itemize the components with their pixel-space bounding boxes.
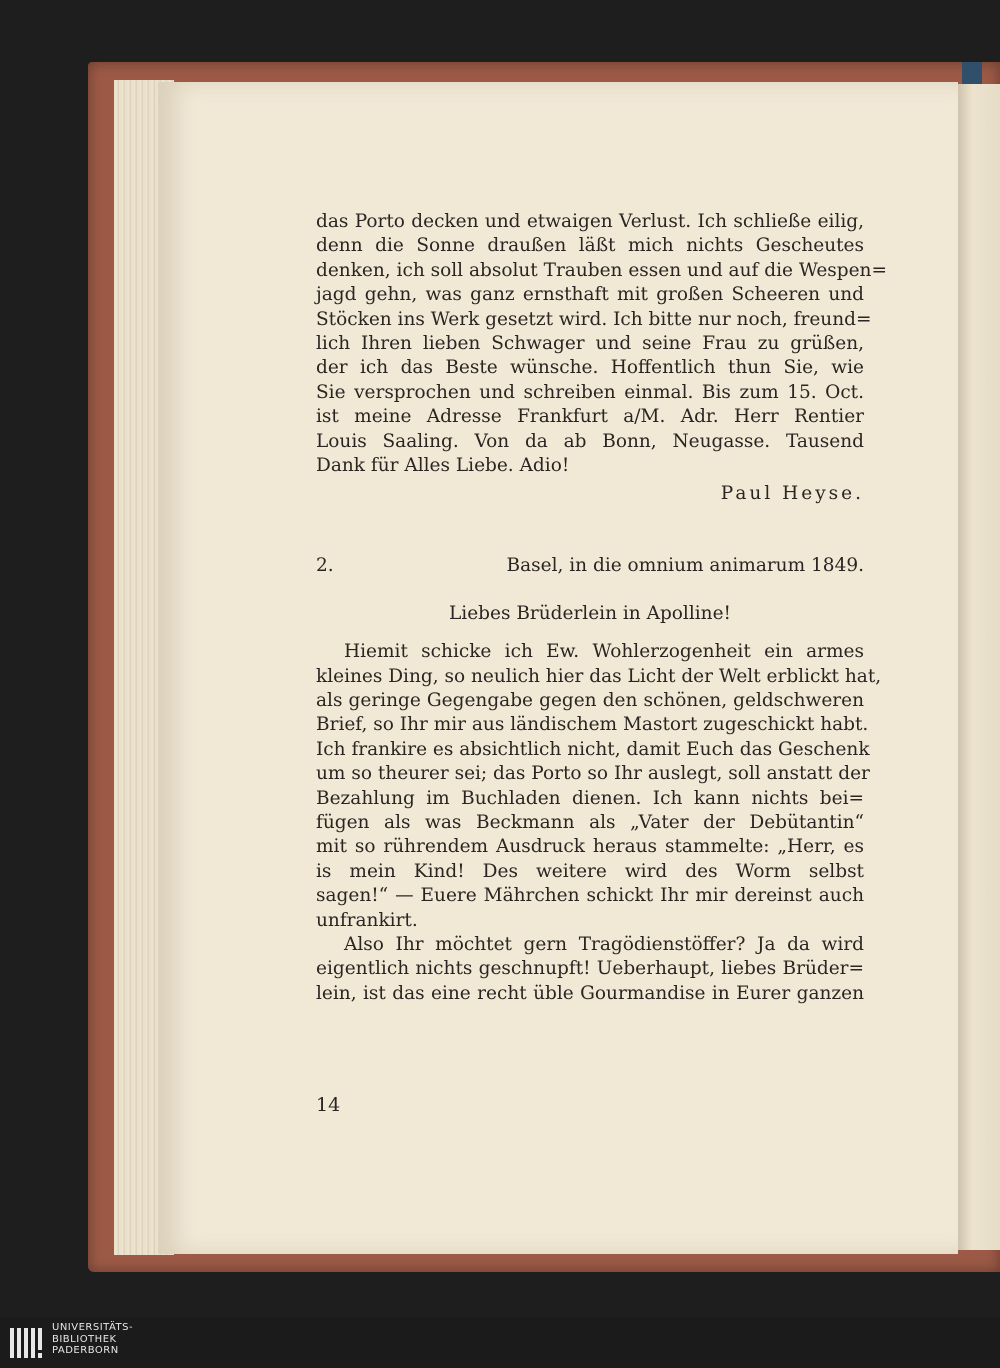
letter-heading [316, 554, 864, 580]
spacer [316, 508, 864, 554]
paragraph-1 [316, 640, 882, 933]
text-line: lein, ist das eine recht üble Gourmandise in Eurer ganzen [316, 982, 864, 1004]
text-line: Brief, so Ihr mir aus ländischem Mastort zugeschickt habt. [316, 714, 869, 736]
logo-line: BIBLIOTHEK [52, 1333, 117, 1345]
text-line: is mein Kind! Des weitere wird des Worm selbst [316, 860, 864, 882]
text-line: Stöcken ins Werk gesetzt wird. Ich bitte nur noch, freund= [316, 308, 872, 330]
letter-number: 2. [316, 555, 334, 577]
text-line: als geringe Gegengabe gegen den schönen, geldschweren [316, 690, 864, 712]
text-line: unfrankirt. [316, 909, 418, 931]
text-line: eigentlich nichts geschnupft! Ueberhaupt, liebes Brüder= [316, 958, 864, 980]
text-line: denn die Sonne draußen läßt mich nichts Gescheutes [316, 235, 864, 257]
letter-place-date: Basel, in die omnium animarum 1849. [506, 555, 864, 577]
text-line: sagen!“ — Euere Mährchen schickt Ihr mir dereinst auch [316, 885, 864, 907]
library-logo-text [52, 1322, 133, 1357]
text-line: Hiemit schicke ich Ew. Wohlerzogenheit ein armes [344, 641, 864, 663]
letter-1-ending [316, 210, 887, 508]
paragraph-2 [316, 933, 864, 1006]
facing-page-edge [958, 84, 1000, 1250]
bookmark-ribbon [962, 62, 982, 86]
text-line: kleines Ding, so neulich hier das Licht der Welt erblickt hat, [316, 665, 882, 687]
text-line: lich Ihren lieben Schwager und seine Frau zu grüßen, [316, 332, 864, 354]
page-number: 14 [316, 1094, 341, 1116]
logo-line: UNIVERSITÄTS- [52, 1322, 134, 1333]
salutation: Liebes Brüderlein in Apolline! [449, 603, 731, 625]
text-line: Bezahlung im Buchladen dienen. Ich kann nichts bei= [316, 787, 864, 809]
library-logo-icon [8, 1324, 46, 1362]
text-line: Dank für Alles Liebe. Adio! [316, 454, 570, 476]
text-line: jagd gehn, was ganz ernsthaft mit großen Scheeren und [316, 284, 864, 306]
logo-line: PADERBORN [52, 1345, 119, 1356]
text-line: fügen als was Beckmann als „Vater der Debütantin“ [316, 812, 864, 834]
spacer [316, 626, 864, 640]
text-line: ist meine Adresse Frankfurt a/M. Adr. Herr Rentier [316, 406, 864, 428]
text-line: der ich das Beste wünsche. Hoffentlich thun Sie, wie [316, 357, 864, 379]
text-line: um so theurer sei; das Porto so Ihr auslegt, soll anstatt der [316, 763, 870, 785]
text-line: Ich frankire es absichtlich nicht, damit Euch das Geschenk [316, 738, 870, 760]
text-line: Louis Saaling. Von da ab Bonn, Neugasse. Tausend [316, 430, 864, 452]
text-line: Sie versprochen und schreiben einmal. Bis zum 15. Oct. [316, 381, 864, 403]
text-line: denken, ich soll absolut Trauben essen und auf die Wespen= [316, 259, 887, 281]
text-line: mit so rührendem Ausdruck heraus stammelte: „Herr, es [316, 836, 864, 858]
text-line: das Porto decken und etwaigen Verlust. Ich schließe eilig, [316, 211, 864, 232]
page-text [316, 210, 887, 1006]
library-footer [0, 1318, 1000, 1368]
signature: Paul Heyse. [720, 483, 864, 505]
text-line: Also Ihr möchtet gern Tragödienstöffer? Ja da wird [344, 933, 864, 955]
